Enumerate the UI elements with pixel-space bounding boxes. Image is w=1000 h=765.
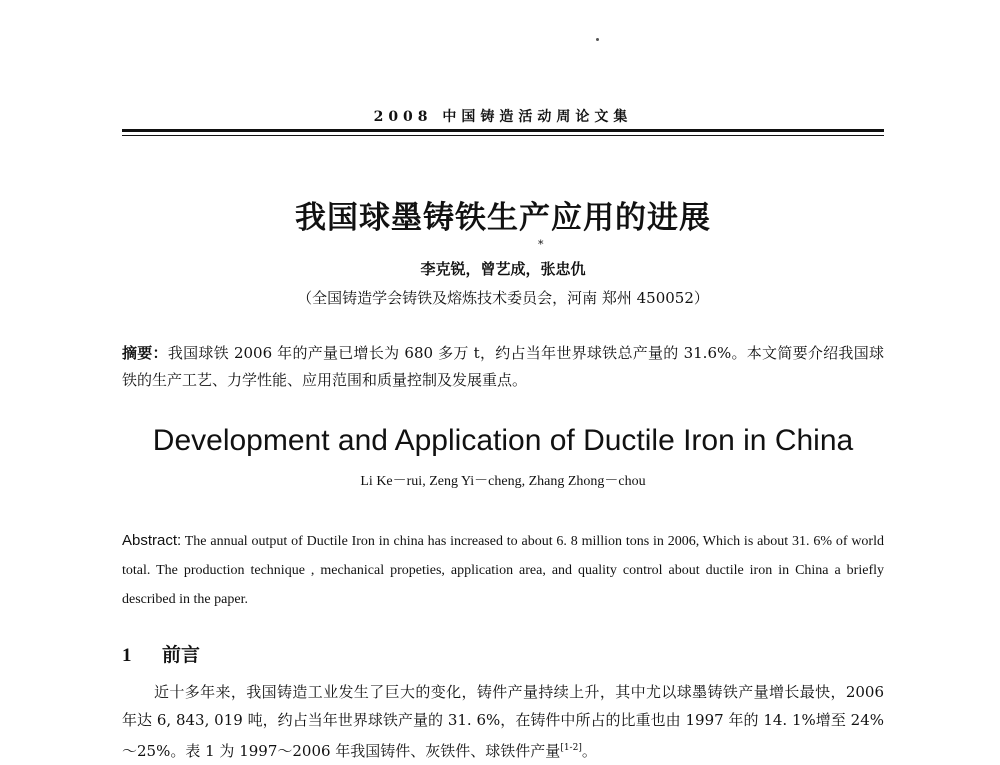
chinese-authors: 李克锐，曾艺成，张忠仇	[420, 260, 586, 278]
title-footnote-mark: *	[538, 238, 544, 251]
english-abstract	[122, 526, 884, 614]
english-abstract-label: Abstract:	[122, 532, 182, 549]
section-title: 前言	[162, 644, 201, 666]
section-heading	[122, 640, 884, 667]
citation-ref: [1-2]	[560, 743, 582, 753]
chinese-abstract-text: 我国球铁 2006 年的产量已增长为 680 多万 t，约占当年世界球铁总产量的 31.6%。本文简要介绍我国球铁的生产工艺、力学性能、应用范围和质量控制及发展重点。	[122, 344, 884, 389]
header-rule-thin	[122, 135, 884, 136]
english-title: Development and Application of Ductile Iron in China	[152, 424, 854, 457]
chinese-abstract	[122, 340, 884, 394]
header-rule-thick	[122, 129, 884, 132]
body-end: 。	[581, 742, 597, 760]
english-authors: Li Ke－rui, Zeng Yi－cheng, Zhang Zhong－chou	[360, 474, 646, 489]
english-abstract-text: The annual output of Ductile Iron in china has increased to about 6. 8 million tons in 2006, Which is about 31. 6% of world total. The production technique , mechanical propeties, application area, and quality control about ductile iron in China a briefly described in the paper.	[122, 534, 884, 607]
chinese-affiliation: （全国铸造学会铸铁及熔炼技术委员会，河南 郑州 450052）	[297, 289, 709, 307]
chinese-abstract-label: 摘要：	[122, 344, 168, 362]
body-text: 近十多年来，我国铸造工业发生了巨大的变化，铸件产量持续上升，其中尤以球墨铸铁产量增长最快，2006 年达 6, 843, 019 吨，约占当年世界球铁产量的 31. 6%，在铸件中所占的比重也由 1997 年的 14. 1%增至 24% ～25%。表 1 为 1997～2006 年我国铸件、灰铁件、球铁件产量	[122, 683, 884, 760]
chinese-title: 我国球墨铸铁生产应用的进展	[295, 200, 711, 236]
scan-speck	[596, 38, 599, 41]
running-header: 2008 中国铸造活动周论文集	[373, 109, 633, 125]
body-paragraph	[122, 678, 884, 765]
section-number: 1	[122, 645, 132, 666]
